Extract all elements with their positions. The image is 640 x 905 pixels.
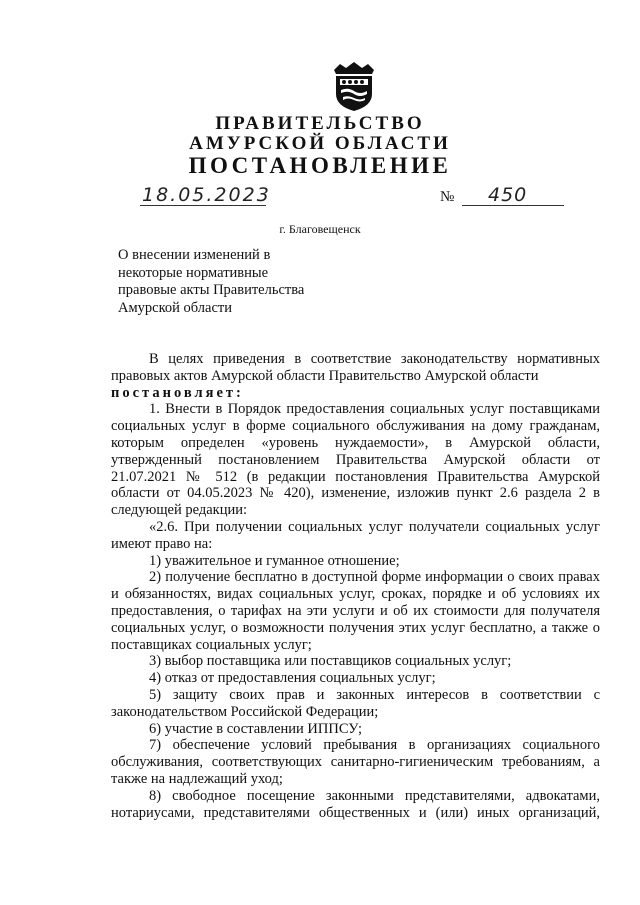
resolves-text: постановляет: bbox=[111, 384, 244, 401]
city-name: г. Благовещенск bbox=[279, 222, 361, 236]
document-subject bbox=[118, 247, 318, 317]
list-item: 8) свободное посещение законными представителями, адвокатами, нотариусами, представителями общественных и (или) иных организаций, bbox=[111, 787, 600, 821]
document-type-title: ПОСТАНОВЛЕНИЕ bbox=[188, 153, 452, 178]
list-item: 3) выбор поставщика или поставщиков социальных услуг; bbox=[149, 653, 512, 670]
subject-line: О внесении изменений в bbox=[118, 247, 271, 263]
paragraph-2-6: «2.6. При получении социальных услуг получатели социальных услуг имеют право на: bbox=[111, 518, 600, 552]
date-underline bbox=[140, 205, 266, 206]
list-item: 1) уважительное и гуманное отношение; bbox=[149, 552, 400, 569]
number-underline bbox=[462, 205, 564, 206]
document-date: 18.05.2023 bbox=[142, 184, 271, 206]
region-title: АМУРСКОЙ ОБЛАСТИ bbox=[189, 133, 451, 154]
subject-line: правовые акты Правительства bbox=[118, 282, 305, 299]
list-item: 4) отказ от предоставления социальных услуг; bbox=[149, 670, 436, 687]
document-body bbox=[111, 351, 600, 821]
list-item: 7) обеспечение условий пребывания в организациях социального обслуживания, соответствующих санитарно-гигиеническим требованиям, а также на надлежащий уход; bbox=[111, 737, 600, 787]
subject-line: некоторые нормативные bbox=[118, 264, 269, 281]
intro-paragraph: В целях приведения в соответствие законодательству нормативных правовых актов Амурской области Правительство Амурской области bbox=[111, 351, 600, 384]
list-item: 2) получение бесплатно в доступной форме информации о своих правах и обязанностях, видах социальных услуг, сроках, порядке и об условиях их предоставления, о тарифах на эти услуги и об их стоимости для получателя социальных услуг, о возможности получения этих услуг бесплатно, а также о поставщиках социальных услуг; bbox=[111, 569, 600, 653]
list-item: 5) защиту своих прав и законных интересов в соответствии с законодательством Российской Федерации; bbox=[111, 686, 600, 720]
paragraph-1: 1. Внести в Порядок предоставления социальных услуг поставщиками социальных услуг в форме социального обслуживания на дому гражданам, которым определен «уровень нуждаемости», в Амурской области, утвержденный постановлением Правительства Амурской области от 21.07.2021 № 512 (в редакции постановления Правительства Амурской области от 04.05.2023 № 420), изменение, изложив пункт 2.6 раздела 2 в следующей редакции: bbox=[111, 401, 600, 519]
subject-line: Амурской области bbox=[118, 299, 232, 316]
list-item: 6) участие в составлении ИППСУ; bbox=[149, 720, 363, 737]
resolves-word bbox=[111, 385, 600, 402]
number-label: № bbox=[440, 189, 455, 205]
document-number: 450 bbox=[488, 184, 528, 206]
amur-region-coat-of-arms-icon bbox=[332, 60, 376, 112]
government-title: ПРАВИТЕЛЬСТВО bbox=[215, 113, 425, 134]
